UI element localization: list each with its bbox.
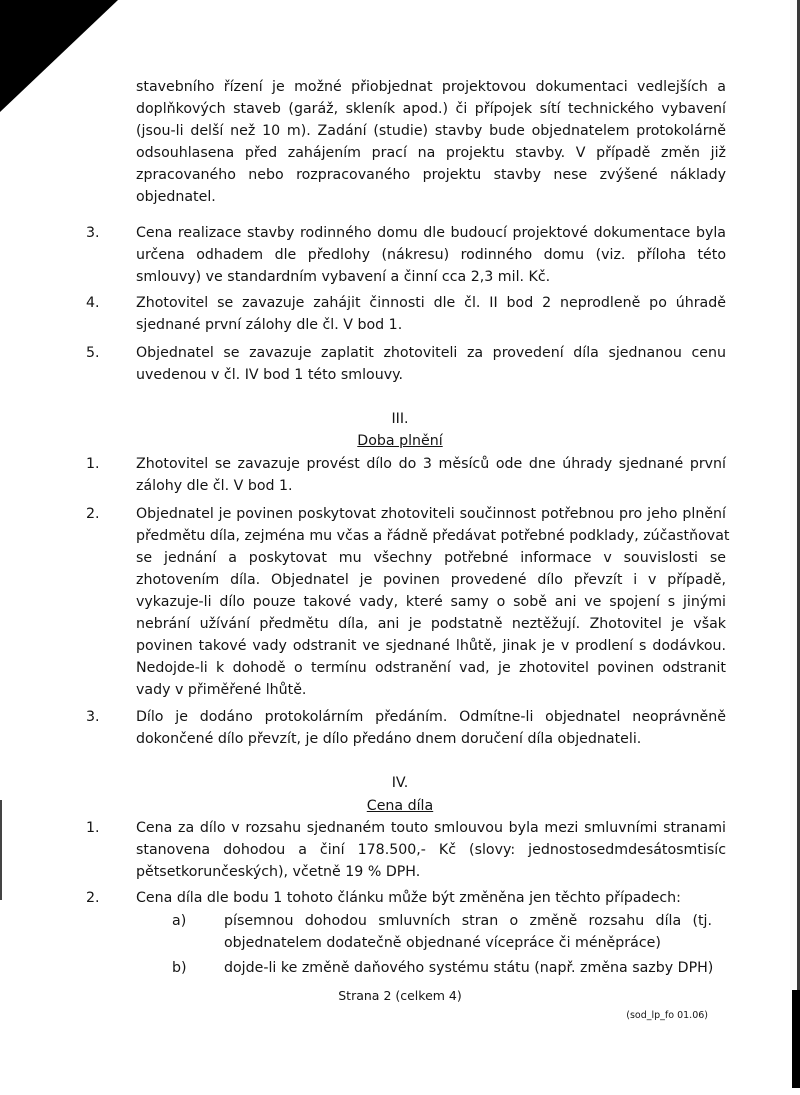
clause-4-1 [86, 817, 726, 883]
text-line: zhotovením díla. Objednatel je povinen provedené dílo převzít i v případě, [136, 572, 726, 588]
clause-number: 1. [86, 820, 100, 836]
text-line: povinen takové vady odstranit ve sjednané lhůtě, jinak je v prodlení s dodávkou. [136, 638, 726, 654]
text-line: písemnou dohodou smluvních stran o změně rozsahu díla (tj. [224, 913, 712, 929]
text-line: Objednatel je povinen poskytovat zhotoviteli součinnost potřebnou pro jeho plnění [136, 506, 726, 522]
text-line: doplňkových staveb (garáž, skleník apod.) či přípojek sítí technického vybavení [136, 101, 726, 117]
text-line: Cena realizace stavby rodinného domu dle budoucí projektové dokumentace byla [136, 225, 726, 241]
text-line: zálohy dle čl. V bod 1. [136, 478, 293, 494]
section-3-number: III. [391, 411, 409, 427]
subclause-letter: a) [172, 913, 187, 929]
text-line: předmětu díla, zejména mu včas a řádně předávat potřebné podklady, zúčastňovat [136, 528, 730, 544]
text-line: smlouvy) ve standardním vybavení a činní cca 2,3 mil. Kč. [136, 269, 551, 285]
text-line: zpracovaného nebo rozpracovaného projektu stavby nese zvýšené náklady [136, 167, 726, 183]
text-line: dojde-li ke změně daňového systému státu (např. změna sazby DPH) [224, 960, 714, 976]
text-line: (jsou-li delší než 10 m). Zadání (studie) stavby bude objednatelem protokolárně [136, 123, 726, 139]
text-line: vykazuje-li dílo pouze takové vady, které samy o sobě ani ve spojení s jinými [136, 594, 726, 610]
clause-2-5 [86, 342, 726, 386]
clause-number: 2. [86, 890, 100, 906]
text-line: nebrání užívání předmětu díla, ani je podstatně neztěžují. Zhotovitel je však [136, 616, 726, 632]
text-line: stavebního řízení je možné přiobjednat projektovou dokumentaci vedlejších a [136, 79, 726, 95]
text-line: se jednání a poskytovat mu všechny potřebné informace v souvislosti se [136, 550, 726, 566]
text-line: objednatelem dodatečně objednané vícepráce či méněpráce) [224, 935, 661, 951]
clause-number: 3. [86, 709, 100, 725]
text-line: Cena za dílo v rozsahu sjednaném touto smlouvou byla mezi smluvními stranami [136, 820, 726, 836]
scan-edge-right [788, 0, 800, 1088]
clause-4-2 [86, 887, 726, 909]
text-line: Zhotovitel se zavazuje provést dílo do 3 měsíců ode dne úhrady sjednané první [136, 456, 726, 472]
text-line: Nedojde-li k dohodě o termínu odstranění vad, je zhotovitel povinen odstranit [136, 660, 726, 676]
clause-number: 3. [86, 225, 100, 241]
clause-2-4 [86, 292, 726, 336]
text-line: Zhotovitel se zavazuje zahájit činnosti dle čl. II bod 2 neprodleně po úhradě [136, 295, 726, 311]
subclause-letter: b) [172, 960, 187, 976]
subclause-a [172, 910, 712, 954]
text-line: Dílo je dodáno protokolárním předáním. Odmítne-li objednatel neoprávněně [136, 709, 726, 725]
section-3-title: Doba plnění [357, 433, 443, 449]
text-line: objednatel. [136, 189, 216, 205]
clause-number: 5. [86, 345, 100, 361]
text-line: stanovena dohodou a činí 178.500,- Kč (slovy: jednostosedmdesátosmtisíc [136, 842, 726, 858]
text-line: vady v přiměřené lhůtě. [136, 682, 307, 698]
clause-3-3 [86, 706, 726, 750]
text-line: Cena díla dle bodu 1 tohoto článku může být změněna jen těchto případech: [136, 890, 681, 906]
clause-number: 2. [86, 506, 100, 522]
page-number: Strana 2 (celkem 4) [338, 988, 462, 1003]
text-line: sjednané první zálohy dle čl. V bod 1. [136, 317, 403, 333]
clause-number: 1. [86, 456, 100, 472]
clause-3-1 [86, 453, 726, 497]
text-line: odsouhlasena před zahájením prací na projektu stavby. V případě změn již [136, 145, 726, 161]
document-reference: (sod_lp_fo 01.06) [626, 1010, 708, 1021]
text-line: dokončené dílo převzít, je dílo předáno dnem doručení díla objednateli. [136, 731, 642, 747]
section-4-number: IV. [391, 775, 409, 791]
clause-3-2 [86, 503, 730, 701]
text-line: určena odhadem dle předlohy (nákresu) rodinného domu (viz. příloha této [136, 247, 726, 263]
text-line: uvedenou v čl. IV bod 1 této smlouvy. [136, 367, 403, 383]
clause-number: 4. [86, 295, 100, 311]
text-line: pětsetkorunčeských), včetně 19 % DPH. [136, 864, 421, 880]
subclause-b [172, 957, 712, 979]
section-4-title: Cena díla [366, 798, 434, 814]
clause-2-3 [86, 222, 726, 288]
text-line: Objednatel se zavazuje zaplatit zhotoviteli za provedení díla sjednanou cenu [136, 345, 726, 361]
continuation-paragraph [86, 76, 726, 208]
